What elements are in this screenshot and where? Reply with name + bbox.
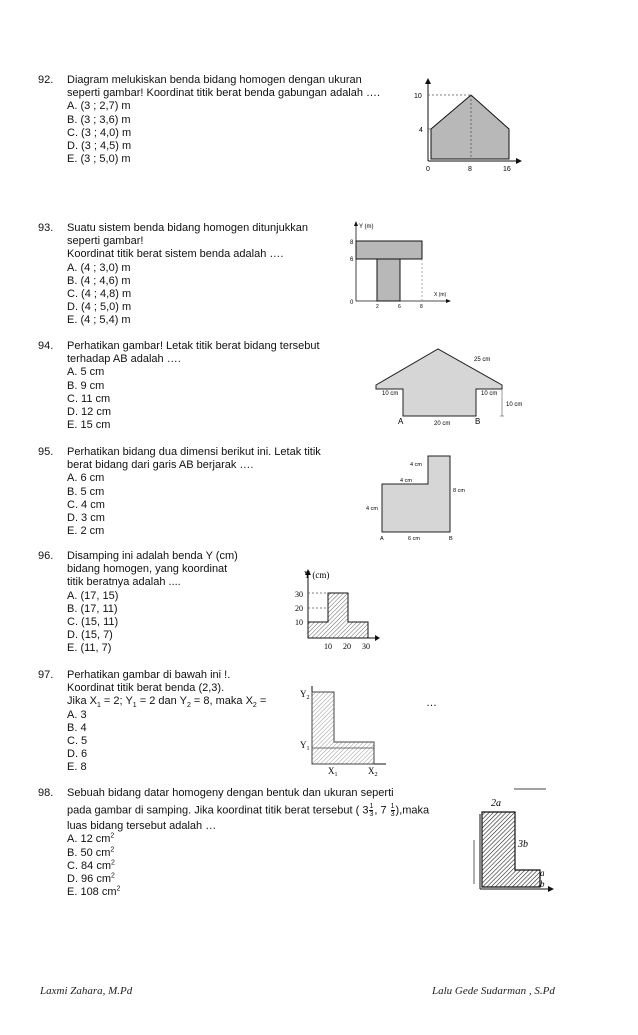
question-text: Perhatikan gambar di bawah ini !. [67, 669, 231, 681]
question-number: 94. [38, 340, 54, 352]
option-a: A. 6 cm [67, 472, 105, 485]
label-3b: 3b [518, 839, 528, 850]
label-x6: 6 [398, 304, 401, 310]
label-slant: 25 cm [474, 357, 491, 363]
label-x-axis: X (m) [434, 292, 447, 298]
option-d: D. 3 cm [67, 512, 105, 525]
option-c: C. 5 [67, 735, 88, 748]
label-x0: 0 [350, 300, 354, 306]
option-a: A. (3 ; 2,7) m [67, 100, 131, 113]
question-text: Perhatikan bidang dua dimensi berikut ini. Letak titik [67, 446, 321, 458]
figure-93 [346, 220, 456, 312]
label-2a: 2a [491, 798, 501, 809]
question-text: luas bidang tersebut adalah … [67, 820, 217, 833]
figure-98 [460, 786, 556, 896]
shape-l-plane [482, 812, 540, 887]
question-text: bidang homogen, yang koordinat [67, 563, 228, 576]
label-y1: $Y_1$ [300, 740, 310, 752]
option-a: A. 3 [67, 708, 87, 721]
label-x10: 10 [324, 642, 332, 651]
option-b: B. 50 $cm^2$ [67, 845, 115, 859]
option-d: D. (4 ; 5,0) m [67, 301, 132, 314]
label-x1: $X_1$ [328, 766, 338, 778]
option-d: D. (3 ; 4,5) m [67, 140, 132, 153]
option-c: C. 11 cm [67, 392, 111, 405]
question-text: pada gambar di samping. Jika koordinat titik berat tersebut ( 3 $\frac{1}{3}$ , 7 $\frac{1}{3}$ ),maka [67, 803, 430, 819]
question-text: seperti gambar! [67, 235, 144, 248]
option-a: A. 12 $cm^2$ [67, 832, 115, 846]
option-e: E. 15 cm [67, 419, 111, 432]
label-x8: 8 [468, 166, 472, 173]
question-text: Sebuah bidang datar homogeny dengan bentuk dan ukuran seperti [67, 787, 394, 799]
figure-96 [294, 566, 380, 656]
question-number: 92. [38, 74, 54, 86]
option-c: C. (4 ; 4,8) m [67, 288, 132, 301]
option-b: B. 5 cm [67, 485, 105, 498]
shape-top-bar [356, 241, 422, 259]
question-text: Perhatikan gambar! Letak titik berat bidang tersebut [67, 340, 320, 352]
shape-house [431, 95, 509, 159]
question-number: 96. [38, 550, 54, 562]
label-y10: 10 [414, 93, 422, 100]
label-y-axis: Y (cm) [304, 570, 330, 580]
option-b: B. 4 [67, 721, 87, 734]
option-e: E. (3 ; 5,0) m [67, 153, 131, 166]
question-text: titik beratnya adalah .... [67, 576, 181, 589]
question-text: Disamping ini adalah benda Y (cm) [67, 550, 238, 562]
label-y-axis: Y (m) [359, 224, 374, 230]
figure-92 [412, 78, 522, 178]
shape-cross [308, 593, 368, 638]
question-text: Koordinat titik berat benda (2,3). [67, 682, 225, 695]
label-a: a [540, 868, 545, 878]
label-b: b [540, 879, 545, 889]
option-b: B. (4 ; 4,6) m [67, 274, 131, 287]
option-a: A. 5 cm [67, 366, 105, 379]
question-text: Jika $X_1 = 2$; $Y_1 = 2$ dan $Y_2 = 8$, maka $X_2$ = [67, 695, 267, 710]
option-e: E. (11, 7) [67, 642, 112, 655]
question-number: 98. [38, 787, 54, 799]
label-y6: 6 [350, 257, 354, 263]
option-d: D. 96 $cm^2$ [67, 872, 115, 886]
label-y20: 20 [295, 604, 303, 613]
question-text: Diagram melukiskan benda bidang homogen dengan ukuran [67, 74, 362, 86]
option-e: E. 2 cm [67, 525, 105, 538]
option-c: C. 84 $cm^2$ [67, 859, 115, 872]
option-d: D. 12 cm [67, 406, 112, 419]
question-text: terhadap AB adalah …. [67, 353, 181, 366]
label-top: 4 cm [410, 462, 422, 468]
option-c: C. 4 cm [67, 498, 105, 511]
fraction: $\frac{1}{3}$ [390, 803, 395, 819]
label-left: 4 cm [366, 506, 378, 512]
label-base: 6 cm [408, 536, 420, 542]
option-b: B. (3 ; 3,6) m [67, 113, 131, 126]
label-x2: $X_2$ [368, 766, 378, 778]
label-b: B [449, 536, 453, 542]
label-x20: 20 [343, 642, 351, 651]
label-left: 10 cm [382, 391, 399, 397]
footer-right: Lalu Gede Sudarman , S.Pd [432, 985, 555, 997]
figure-95 [360, 452, 470, 544]
label-a: A [380, 536, 384, 542]
label-x16: 16 [503, 166, 511, 173]
footer-left: Laxmi Zahara, M.Pd [40, 985, 133, 997]
label-height: 10 cm [506, 402, 523, 408]
label-y30: 30 [295, 590, 303, 599]
option-a: A. (4 ; 3,0) m [67, 261, 131, 274]
option-e: E. 108 $cm^2$ [67, 885, 121, 899]
question-number: 97. [38, 669, 54, 681]
option-a: A. (17, 15) [67, 589, 119, 602]
label-b: B [475, 417, 481, 426]
option-d: D. (15, 7) [67, 629, 113, 642]
option-b: B. (17, 11) [67, 602, 118, 615]
question-number: 95. [38, 446, 54, 458]
option-b: B. 9 cm [67, 379, 105, 392]
shape-stem [377, 259, 400, 301]
option-c: C. (15, 11) [67, 616, 119, 629]
option-e: E. 8 [67, 761, 87, 774]
label-x30: 30 [362, 642, 370, 651]
question-text: seperti gambar! Koordinat titik berat benda gabungan adalah …. [67, 87, 381, 100]
option-c: C. (3 ; 4,0) m [67, 126, 132, 139]
label-y4: 4 [419, 127, 423, 134]
label-a: A [398, 417, 404, 426]
question-number: 93. [38, 222, 54, 234]
label-x8: 8 [420, 304, 423, 310]
label-y10: 10 [295, 618, 303, 627]
figure-97 [296, 682, 388, 778]
ellipsis: … [426, 697, 437, 709]
fraction: $\frac{1}{3}$ [369, 803, 374, 819]
label-mid: 4 cm [400, 478, 412, 484]
figure-94 [370, 344, 535, 430]
label-x2: 2 [376, 304, 379, 310]
label-x0: 0 [426, 166, 430, 173]
label-right: 10 cm [481, 391, 498, 397]
question-text: Suatu sistem benda bidang homogen ditunjukkan [67, 222, 308, 234]
question-text: Koordinat titik berat sistem benda adalah …. [67, 248, 284, 261]
label-y2: $Y_2$ [300, 689, 310, 701]
label-y8: 8 [350, 240, 354, 246]
shape-l-plane [312, 692, 374, 764]
label-base: 20 cm [434, 421, 451, 427]
label-right: 8 cm [453, 488, 465, 494]
option-d: D. 6 [67, 748, 88, 761]
question-text: berat bidang dari garis AB berjarak …. [67, 459, 254, 472]
option-e: E. (4 ; 5,4) m [67, 314, 131, 327]
